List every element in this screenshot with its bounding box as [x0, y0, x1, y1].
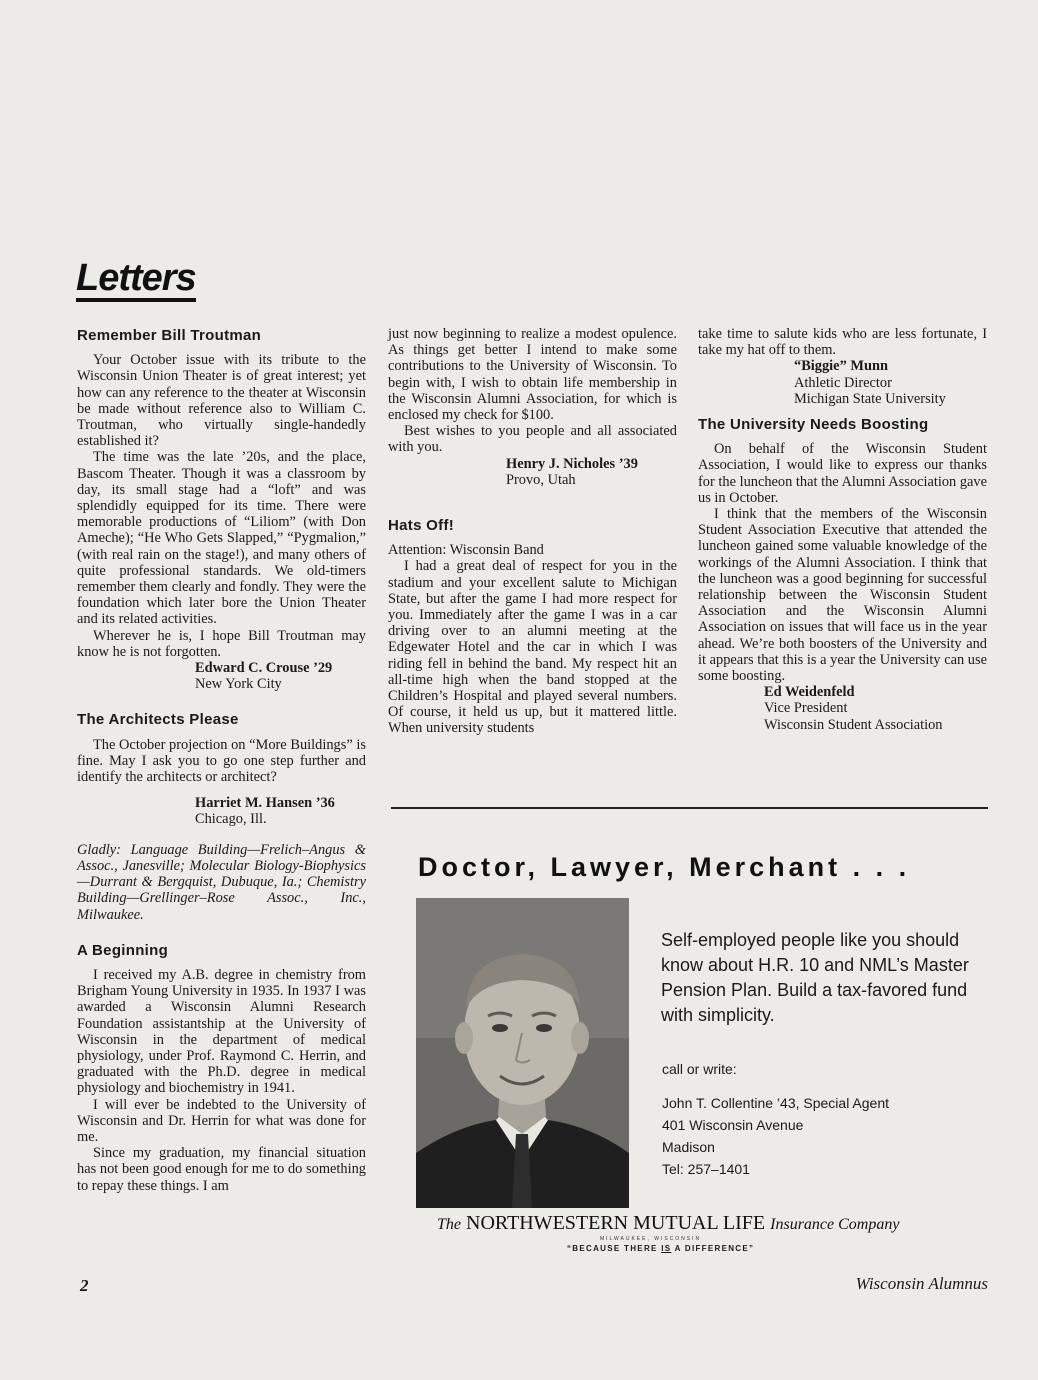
letter-hats-off [388, 518, 677, 737]
letter-beginning [77, 943, 366, 1194]
editor-reply: Gladly: Language Building—Frelich–Angus & Assoc., Janesville; Molecular Biology-Biophysics—Durrant & Bergquist, Dubuque, Ia.; Chemistry Building—Grellinger–Rose Assoc., Inc., Milwaukee. [77, 841, 366, 923]
letter-paragraph: Best wishes to you people and all associated with you. [388, 423, 677, 456]
signature-place: New York City [195, 676, 282, 693]
signature-title: Athletic Director [794, 374, 892, 391]
letter-paragraph: I think that the members of the Wisconsin Student Association Executive that attended the luncheon gained some valuable knowledge of the workings of the Alumni Association. I think that the luncheon was a good beginning for successful relationship between the Wisconsin Student Association and the Wisconsin Alumni Association on issues that will face us in the year ahead. We’re both boosters of the University and it appears that this is a year the University can use some boosting. [698, 506, 987, 685]
column-1 [77, 328, 366, 1194]
tagline-end: A DIFFERENCE” [674, 1244, 755, 1253]
letter-title: Remember Bill Troutman [77, 327, 262, 344]
logo-the: The [437, 1216, 461, 1233]
divider [391, 807, 988, 809]
letter-paragraph: I received my A.B. degree in chemistry from Brigham Young University in 1935. In 1937 I was awarded a Wisconsin Alumni Research Foundation assistantship at the University of Wisconsin in the department of medical physiology, under Prof. Raymond C. Herrin, and graduated with the Ph.D. degree in medical physiology and biochemistry in 1941. [77, 966, 366, 1097]
letter-paragraph: The October projection on “More Buildings” is fine. May I ask you to go one step further and identify the architects or architect? [77, 736, 366, 786]
signature-name: “Biggie” Munn [794, 358, 888, 375]
signature-name: Henry J. Nicholes ’39 [506, 455, 638, 472]
letter-paragraph-continued: just now beginning to realize a modest opulence. As things get better I intend to make some contributions to the University of Wisconsin. To begin with, I wish to obtain life membership in the Wisconsin Alumni Association, for which is enclosed my check for $100. [388, 326, 677, 424]
contact-name: John T. Collentine ’43, Special Agent [662, 1095, 890, 1111]
contact-street: 401 Wisconsin Avenue [662, 1117, 804, 1133]
letter-signature [794, 358, 987, 407]
letter-architects [77, 712, 366, 922]
letter-salutation: Attention: Wisconsin Band [388, 542, 544, 559]
letter-boosting [698, 417, 987, 733]
page-title: Letters [76, 258, 196, 302]
signature-title: Vice President [764, 700, 848, 717]
logo-city: MILWAUKEE, WISCONSIN [600, 1236, 702, 1242]
signature-name: Ed Weidenfeld [764, 684, 855, 701]
contact-phone: Tel: 257–1401 [662, 1161, 750, 1177]
letter-title: Hats Off! [388, 517, 455, 535]
signature-name: Harriet M. Hansen ’36 [195, 795, 335, 812]
letter-title: The Architects Please [77, 711, 239, 729]
signature-org: Wisconsin Student Association [764, 716, 943, 733]
letter-signature [195, 795, 366, 827]
ad-headline: Doctor, Lawyer, Merchant . . . [418, 852, 911, 882]
letter-paragraph: The time was the late ’20s, and the place, Bascom Theater. Though it was a classroom by day, its small stage had a “loft” and was splendidly equipped for its time. There were memorable productions of “Liliom” (with Don Ameche); “He Who Gets Slapped,” “Pygmalion,” (with real rain on the stage!), and many others of quite professional standards. We old-timers remember them clearly and fondly. They were the foundation which later bore the Union Theater and its related activities. [77, 449, 366, 628]
ad-contact-block [662, 1058, 972, 1180]
logo-name: NORTHWESTERN MUTUAL LIFE [466, 1212, 766, 1234]
company-logo [437, 1212, 899, 1235]
tagline-start: “BECAUSE THERE [567, 1244, 658, 1253]
letter-signature [764, 684, 987, 733]
company-tagline [567, 1244, 754, 1253]
letter-paragraph: I will ever be indebted to the University of Wisconsin and Dr. Herrin for what was done for me. [77, 1096, 366, 1145]
letter-signature [195, 660, 366, 692]
letter-paragraph: On behalf of the Wisconsin Student Association, I would like to express our thanks for the luncheon that the Alumni Association gave us in October. [698, 441, 987, 506]
column-3 [698, 326, 987, 733]
signature-org: Michigan State University [794, 390, 946, 407]
ad-portrait-photo [416, 898, 629, 1208]
tagline-emphasis: IS [661, 1244, 672, 1253]
letter-paragraph: I had a great deal of respect for you in the stadium and your excellent salute to Michigan State, but after the game I had more respect for you. Immediately after the game I was in a car driving over to an alumni meeting at the Edgewater Hotel and the car in which I was riding fell in behind the band. My respect hit an all-time high when the band stopped at the Children’s Hospital and played several numbers. Of course, it held us up, but it mattered little. When university students [388, 558, 677, 737]
column-2 [388, 326, 677, 737]
letter-paragraph: Wherever he is, I hope Bill Troutman may know he is not forgotten. [77, 627, 366, 660]
letter-paragraph-continued: take time to salute kids who are less fortunate, I take my hat off to them. [698, 326, 987, 359]
magazine-name: Wisconsin Alumnus [855, 1274, 988, 1293]
ad-call-or-write: call or write: [662, 1061, 737, 1077]
letter-title: A Beginning [77, 941, 169, 959]
letter-signature [506, 456, 677, 488]
logo-suffix: Insurance Company [770, 1216, 900, 1233]
signature-place: Provo, Utah [506, 471, 576, 488]
signature-name: Edward C. Crouse ’29 [195, 660, 333, 677]
ad-body-text: Self-employed people like you should know about H.R. 10 and NML’s Master Pension Plan. Build a tax-favored fund with simplicity. [661, 930, 969, 1025]
letter-paragraph: Since my graduation, my financial situation has not been good enough for me to do something to repay these things. I am [77, 1145, 366, 1194]
page-number: 2 [80, 1276, 89, 1295]
portrait-illustration [416, 898, 629, 1208]
signature-place: Chicago, Ill. [195, 811, 267, 828]
letter-paragraph: Your October issue with its tribute to the Wisconsin Union Theater is of great interest; yet how can any reference to the theater at Wisconsin be made without reference also to William C. Troutman, who virtually single-handedly established it? [77, 352, 366, 450]
letter-troutman [77, 328, 366, 692]
contact-city: Madison [662, 1139, 715, 1155]
letter-title: The University Needs Boosting [698, 416, 929, 434]
